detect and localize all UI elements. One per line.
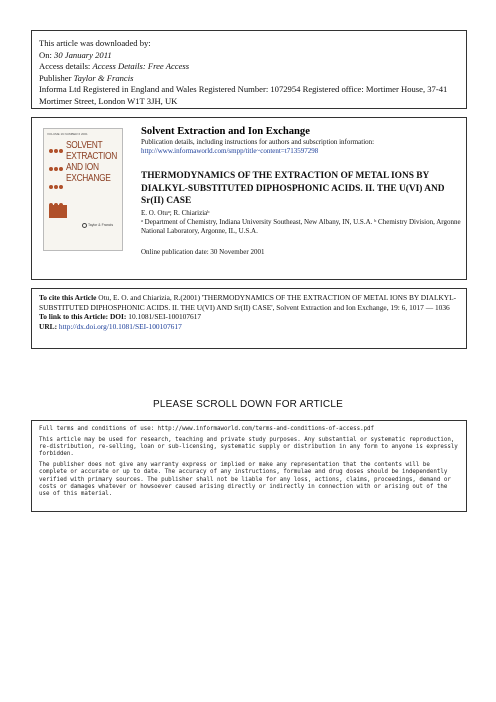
journal-cover-image [43, 128, 123, 251]
download-date: 30 January 2011 [54, 49, 112, 60]
access-details: Access Details: Free Access [92, 61, 190, 71]
publisher-line [39, 73, 459, 85]
scroll-down-heading: PLEASE SCROLL DOWN FOR ARTICLE [153, 399, 343, 410]
cover-volume-text: VOLUME 19 NUMBER 6 2001 [47, 132, 88, 136]
cover-color-block [49, 205, 67, 218]
cite-text: Otu, E. O. and Chiarizia, R.(2001) 'THERMODYNAMICS OF THE EXTRACTION OF METAL IONS BY DIALKYL-SUBSTITUTED DIPHOSPHONIC ACIDS. II. THE U(VI) AND Sr(II) CASE', Solvent Extraction and Ion Exchange, 19: 6, 1017 — 1036 [39, 293, 457, 312]
cite-label: To cite this Article [39, 293, 97, 302]
url-line [39, 322, 459, 332]
publisher-label: Publisher [39, 72, 74, 83]
author-affiliations: ᵃ Department of Chemistry, Indiana University Southeast, New Albany, IN, U.S.A. ᵇ Chemistry Division, Argonne National Laboratory, Argonne, IL, U.S.A. [141, 217, 461, 235]
article-authors: E. O. Otuᵃ; R. Chiariziaᵇ [141, 208, 210, 217]
terms-url-paragraph[interactable]: Full terms and conditions of use: http://www.informaworld.com/terms-and-conditions-of-access.pdf [39, 426, 375, 432]
cover-publisher: Taylor & Francis [82, 220, 116, 230]
journal-url-link[interactable]: http://www.informaworld.com/smpp/title~content=t713597298 [141, 147, 319, 155]
online-publication-date: Online publication date: 30 November 2001 [141, 247, 265, 256]
informa-registration: Informa Ltd Registered in England and Wales Registered Number: 1072954 Registered office: Mortimer House, 37-41 Mortimer Street, London W1T 3JH, UK [39, 84, 448, 106]
terms-box [31, 420, 467, 512]
article-title: THERMODYNAMICS OF THE EXTRACTION OF METAL IONS BY DIALKYL-SUBSTITUTED DIPHOSPHONIC ACIDS. II. THE U(VI) AND Sr(II) CASE [141, 171, 445, 206]
cover-title: SOLVENT EXTRACTION AND ION EXCHANGE [66, 139, 117, 184]
downloaded-by-line: This article was downloaded by: [39, 38, 151, 48]
journal-info [141, 125, 461, 257]
doi-line [39, 312, 459, 322]
journal-title: Solvent Extraction and Ion Exchange [141, 126, 310, 137]
publisher-name: Taylor & Francis [73, 72, 134, 83]
cite-line [39, 293, 459, 312]
terms-usage-paragraph: This article may be used for research, teaching and private study purposes. Any substantial or systematic reproduction, re-distribution, re-selling, loan or sub-licensing, systematic supply or distribution in any form to anyone is expressly forbidden. [39, 436, 458, 458]
doi-url-link[interactable]: http://dx.doi.org/10.1081/SEI-100107617 [57, 321, 182, 331]
journal-info-box [31, 117, 467, 280]
access-label: Access details: [39, 61, 93, 71]
download-date-line [39, 50, 459, 62]
download-info-box [31, 30, 467, 109]
url-label: URL: [39, 321, 58, 331]
cover-dot-pattern [49, 141, 66, 213]
publisher-logo-icon [82, 223, 87, 228]
on-label: On: [39, 49, 55, 60]
doi-value: 10.1081/SEI-100107617 [126, 312, 202, 321]
link-label: To link to this Article: DOI: [39, 312, 127, 321]
terms-disclaimer-paragraph: The publisher does not give any warranty express or implied or make any representation that the contents will be complete or accurate or up to date. The accuracy of any instructions, formulae and drug doses should be independently verified with primary sources. The publisher shall not be liable for any loss, actions, claims, proceedings, demand or costs or damages whatever or howsoever caused arising directly or indirectly in connection with or arising out of the use of this material. [39, 462, 451, 498]
citation-box [31, 288, 467, 349]
publication-details: Publication details, including instructions for authors and subscription information: [141, 138, 375, 146]
access-details-line [39, 61, 459, 73]
